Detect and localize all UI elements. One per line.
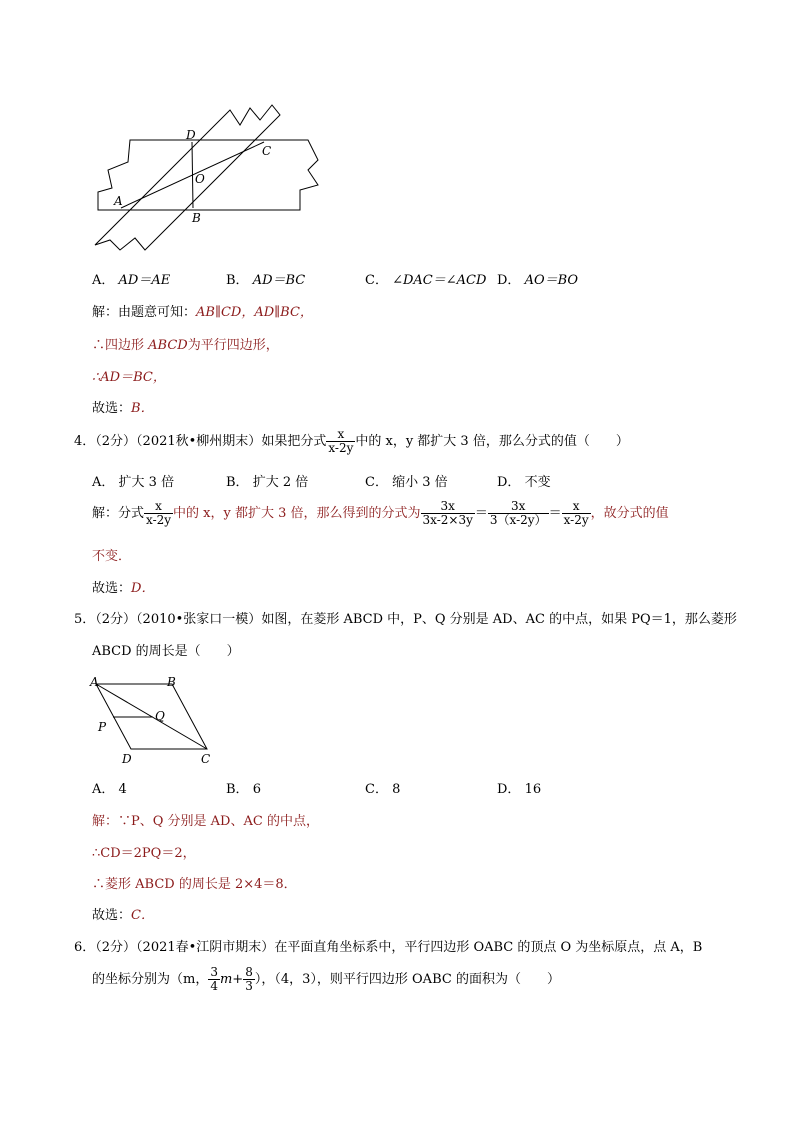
label-d-q5: D: [122, 752, 132, 766]
q3-answer: 故选：B．: [92, 401, 154, 416]
q4-option-b: B． 扩大 2 倍: [226, 475, 309, 490]
q3-option-c: C． ∠DAC＝∠ACD: [365, 273, 487, 288]
figure-rhombus: [85, 672, 220, 767]
q3-option-d: D． AO＝BO: [497, 273, 579, 288]
horizontal-strip: [98, 140, 318, 210]
q3-option-b: B． AD＝BC: [226, 273, 306, 288]
q4-option-a: A． 扩大 3 倍: [92, 475, 175, 490]
label-c: C: [262, 144, 272, 158]
diagonal-bd: [192, 142, 193, 208]
q3-solution-line2: ∴四边形 ABCD为平行四边形，: [92, 338, 279, 353]
q5-option-c: C． 8: [365, 782, 401, 797]
q4-answer: 故选：D．: [92, 581, 155, 596]
label-p: P: [98, 720, 107, 734]
q4-option-d: D． 不变: [497, 475, 551, 490]
q4-option-c: C． 缩小 3 倍: [365, 475, 448, 490]
q5-solution-line3: ∴菱形 ABCD 的周长是 2×4＝8．: [92, 877, 297, 892]
label-a: A: [114, 194, 123, 208]
q4-solution-line2: 不变．: [92, 549, 132, 564]
q5-answer: 故选：C．: [92, 908, 154, 923]
q3-solution-line1: 解：由题意可知：AB∥CD，AD∥BC，: [92, 305, 313, 320]
q5-solution-line2: ∴CD＝2PQ＝2，: [92, 846, 196, 861]
q3-solution-line3: ∴AD＝BC，: [92, 370, 166, 385]
label-d: D: [186, 128, 196, 142]
q4-solution-line1: 解：分式 $\frac{x}{x-2y}$ 中的 x，y 都扩大 3 倍，那么得到的分式为 $\frac{3x}{3x-2\times 3y}$ ＝ $\frac{3x}{3(x-2y)}$ ＝ $\frac{x}{x-2y}$ ，故分式的值: [92, 499, 669, 527]
q5-option-d: D． 16: [497, 782, 542, 797]
label-q: Q: [155, 709, 165, 723]
q5-stem-line2: ABCD 的周长是（ ）: [92, 644, 240, 659]
q5-stem-line1: 5．（2分）（2010•张家口一模）如图，在菱形 ABCD 中，P、Q 分别是 AD、AC 的中点，如果 PQ＝1，那么菱形: [74, 612, 737, 627]
figure-parallelogram-strips: [90, 100, 330, 255]
q5-solution-line1: 解：∵P、Q 分别是 AD、AC 的中点，: [92, 814, 319, 829]
q3-option-a: A． AD＝AE: [92, 273, 171, 288]
q6-stem-line2: 的坐标分别为（m， $\frac{3}{4}$ m+ $\frac{8}{3}$ ），（4，3），则平行四边形 OABC 的面积为（ ）: [92, 965, 560, 993]
label-o: O: [195, 172, 205, 186]
label-b: B: [192, 211, 201, 225]
q5-option-a: A． 4: [92, 782, 127, 797]
q6-stem-line1: 6．（2分）（2021春•江阴市期末）在平面直角坐标系中，平行四边形 OABC 的顶点 O 为坐标原点，点 A，B: [74, 940, 703, 955]
label-c-q5: C: [201, 752, 211, 766]
label-a-q5: A: [90, 675, 99, 689]
label-b-q5: B: [167, 675, 176, 689]
q4-stem: 4．（2分）（2021秋•柳州期末）如果把分式 $\frac{x}{x-2y}$ 中的 x，y 都扩大 3 倍，那么分式的值（ ）: [74, 427, 629, 455]
q5-option-b: B． 6: [226, 782, 261, 797]
